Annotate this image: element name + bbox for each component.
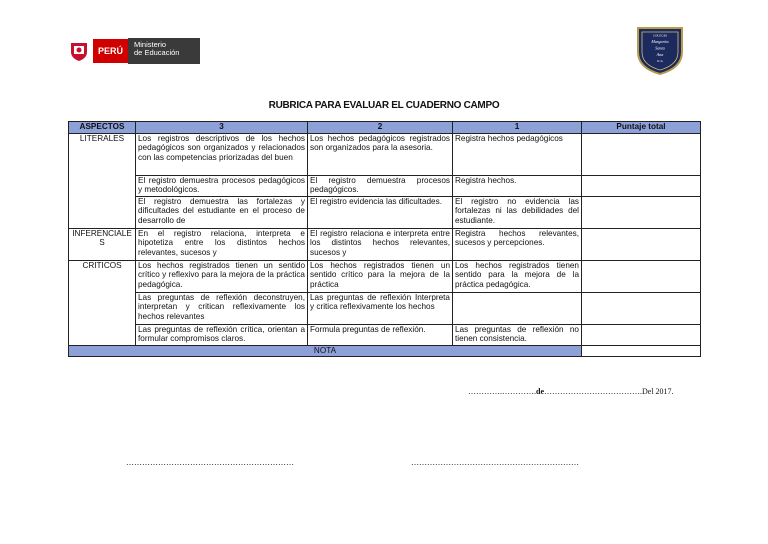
date-day-blank: ………….…………. [468, 387, 536, 396]
table-row [69, 197, 701, 229]
cell-level-1: El registro no evidencia las fortalezas ni las debilidades del estudiante. [453, 197, 582, 229]
cell-level-1: Las preguntas de reflexión no tienen consistencia. [453, 325, 582, 346]
cell-level-2: Formula preguntas de reflexión. [308, 325, 453, 346]
table-row [69, 261, 701, 293]
cell-level-3: Los registros descriptivos de los hechos pedagógicos son organizados y relacionados con las competencias priorizadas del buen [136, 134, 308, 176]
date-de: de [536, 387, 544, 396]
cell-level-3: El registro demuestra las fortalezas y dificultades del estudiante en el proceso de desarrollo de [136, 197, 308, 229]
cell-total [582, 261, 701, 293]
aspect-inferenciales: INFERENCIALES [69, 229, 136, 261]
ministry-label [128, 38, 200, 64]
header-row [69, 122, 701, 134]
cell-total [582, 176, 701, 197]
cell-level-1: Registra hechos relevantes, sucesos y percepciones. [453, 229, 582, 261]
rubric-table [68, 121, 701, 357]
crest-line-1: COLEGIO [653, 33, 667, 38]
cell-level-3: En el registro relaciona, interpreta e hipotetiza entre los distintos hechos relevantes, sucesos y [136, 229, 308, 261]
peru-label: PERÚ [93, 39, 128, 63]
header-aspectos: ASPECTOS [69, 122, 136, 134]
nota-label: NOTA [69, 346, 582, 357]
cell-level-2: El registro relaciona e interpreta entre los distintos hechos relevantes, sucesos y [308, 229, 453, 261]
table-row [69, 325, 701, 346]
minedu-logo [68, 38, 200, 64]
date-month-blank: ……………………………….Del 2017. [544, 387, 674, 396]
cell-level-1: Registra hechos pedagógicos [453, 134, 582, 176]
crest-line-3: Santa [655, 45, 665, 51]
cell-level-2: El registro evidencia las dificultades. [308, 197, 453, 229]
cell-level-2: Los hechos pedagógicos registrados son organizados para la asesoria. [308, 134, 453, 176]
ministry-line-2: de Educación [134, 48, 180, 57]
signature-line-right: ……………………………………………………… [411, 458, 579, 467]
cell-total [582, 229, 701, 261]
crest-line-2: Margarita [651, 39, 669, 44]
cell-level-1: Registra hechos. [453, 176, 582, 197]
header-level-3: 3 [136, 122, 308, 134]
date-line [468, 387, 674, 396]
header-puntaje: Puntaje total [582, 122, 701, 134]
table-row [69, 293, 701, 325]
cell-level-1 [453, 293, 582, 325]
header-level-2: 2 [308, 122, 453, 134]
cell-total [582, 293, 701, 325]
table-row [69, 134, 701, 176]
cell-level-3: Las preguntas de reflexión crítica, orientan a formular compromisos claros. [136, 325, 308, 346]
page-title: RUBRICA PARA EVALUAR EL CUADERNO CAMPO [268, 100, 500, 111]
cell-level-3: El registro demuestra procesos pedagógicos y metodológicos. [136, 176, 308, 197]
cell-level-2: Las preguntas de reflexión Interpreta y critica reflexivamente los hechos [308, 293, 453, 325]
school-crest-icon [634, 24, 686, 76]
nota-total [582, 346, 701, 357]
cell-level-2: El registro demuestra procesos pedagógicos. [308, 176, 453, 197]
cell-level-1: Los hechos registrados tienen sentido para la mejora de la práctica pedagógica. [453, 261, 582, 293]
cell-total [582, 325, 701, 346]
crest-line-5: ICA [657, 59, 663, 63]
aspect-criticos: CRITICOS [69, 261, 136, 346]
table-row [69, 176, 701, 197]
signature-line-left: ……………………………………………………… [126, 458, 294, 467]
nota-row [69, 346, 701, 357]
aspect-literales: LITERALES [69, 134, 136, 229]
table-row [69, 229, 701, 261]
crest-line-4: Ana [656, 52, 664, 57]
cell-level-2: Los hechos registrados tienen un sentido crítico para la mejora de la práctica [308, 261, 453, 293]
cell-total [582, 134, 701, 176]
cell-level-3: Los hechos registrados tienen un sentido crítico y reflexivo para la mejora de la práctica pedagógica. [136, 261, 308, 293]
header-level-1: 1 [453, 122, 582, 134]
cell-level-3: Las preguntas de reflexión deconstruyen, interpretan y critican reflexivamente los hechos relevantes [136, 293, 308, 325]
cell-total [582, 197, 701, 229]
ministry-line-1: Ministerio [134, 40, 167, 49]
peru-shield-icon [68, 40, 90, 62]
